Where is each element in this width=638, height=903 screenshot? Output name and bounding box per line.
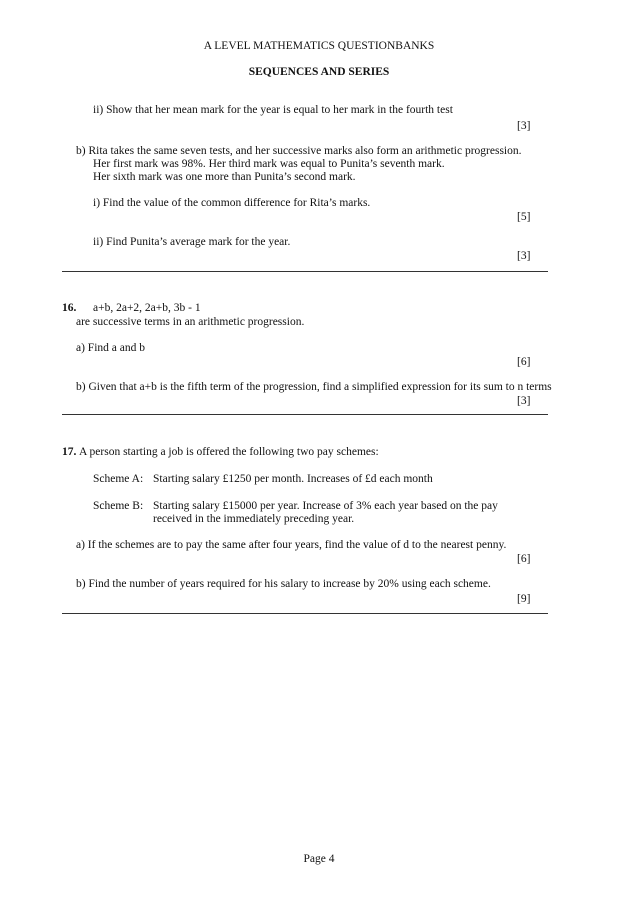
page-number: Page 4 <box>303 853 335 865</box>
divider-rule <box>62 271 548 272</box>
q16-a-text: a) Find a and b <box>76 342 145 354</box>
q17-intro: A person starting a job is offered the following two pay schemes: <box>79 446 379 458</box>
q17-a-text: a) If the schemes are to pay the same after four years, find the value of d to the nearest penny. <box>76 539 507 551</box>
q15-a-ii-marks: [3] <box>517 120 531 132</box>
q16-number: 16. <box>62 302 77 314</box>
q15-b-line2: Her first mark was 98%. Her third mark was equal to Punita’s seventh mark. <box>93 158 445 170</box>
q15-b-line3: Her sixth mark was one more than Punita’s second mark. <box>93 171 356 183</box>
q17-a-marks: [6] <box>517 553 531 565</box>
section-title: SEQUENCES AND SERIES <box>248 66 390 78</box>
q17-scheme-a-text: Starting salary £1250 per month. Increases of £d each month <box>153 473 433 485</box>
q17-scheme-a-label: Scheme A: <box>93 473 144 485</box>
q16-a-marks: [6] <box>517 356 531 368</box>
q15-b-line1: b) Rita takes the same seven tests, and her successive marks also form an arithmetic progression. <box>76 145 522 157</box>
q17-scheme-b-line1: Starting salary £15000 per year. Increase of 3% each year based on the pay <box>153 500 498 512</box>
q15-b-i-marks: [5] <box>517 211 531 223</box>
q16-terms: a+b, 2a+2, 2a+b, 3b - 1 <box>93 302 201 314</box>
document-title: A LEVEL MATHEMATICS QUESTIONBANKS <box>203 40 435 52</box>
q15-a-ii-text: ii) Show that her mean mark for the year is equal to her mark in the fourth test <box>93 104 453 116</box>
q17-b-marks: [9] <box>517 593 531 605</box>
divider-rule <box>62 613 548 614</box>
q15-b-ii-marks: [3] <box>517 250 531 262</box>
q17-scheme-b-line2: received in the immediately preceding year. <box>153 513 355 525</box>
q17-number: 17. <box>62 446 77 458</box>
q16-b-text: b) Given that a+b is the fifth term of the progression, find a simplified expression for its sum to n terms <box>76 381 552 393</box>
q16-intro: are successive terms in an arithmetic progression. <box>76 316 305 328</box>
q15-b-i-text: i) Find the value of the common difference for Rita’s marks. <box>93 197 371 209</box>
q17-b-text: b) Find the number of years required for his salary to increase by 20% using each scheme. <box>76 578 491 590</box>
divider-rule <box>62 414 548 415</box>
q16-b-marks: [3] <box>517 395 531 407</box>
q17-scheme-b-label: Scheme B: <box>93 500 144 512</box>
q15-b-ii-text: ii) Find Punita’s average mark for the year. <box>93 236 291 248</box>
